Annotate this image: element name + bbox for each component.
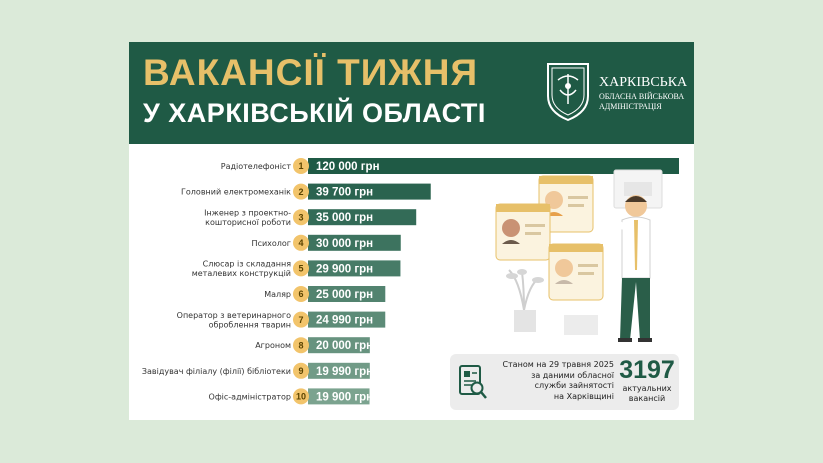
category-label-6: Маляр <box>264 290 291 299</box>
category-label-5: Слюсар із складання металевих конструкцій <box>191 259 291 279</box>
value-label-10: 19 900 грн <box>316 391 374 404</box>
value-label-1: 120 000 грн <box>316 161 380 173</box>
info-line-4: на Харківщині <box>553 391 614 401</box>
category-label-10: Офіс-адміністратор <box>208 392 291 402</box>
value-label-9: 19 990 грн <box>316 365 374 378</box>
vacancy-count: 3197 <box>619 356 675 384</box>
rank-number-6: 6 <box>298 289 304 300</box>
recruiter-illustration <box>484 160 684 350</box>
subtitle: У ХАРКІВСЬКІЙ ОБЛАСТІ <box>143 98 486 128</box>
org-line2: ОБЛАСНА ВІЙСЬКОВА <box>599 92 685 101</box>
vacancy-count-label <box>618 384 676 404</box>
rank-number-5: 5 <box>298 263 304 274</box>
category-label-3: Інженер з проектно-кошторисної роботи <box>204 208 291 227</box>
vacancy-count-label-1: актуальних <box>622 384 672 393</box>
info-line-3: служби зайнятості <box>534 381 614 390</box>
value-label-2: 39 700 грн <box>316 186 374 199</box>
info-description <box>488 360 614 402</box>
rank-number-2: 2 <box>298 186 304 197</box>
main-title: ВАКАНСІЇ ТИЖНЯ <box>143 52 479 93</box>
info-line-2: за даними обласної <box>531 370 614 380</box>
rank-number-9: 9 <box>298 366 304 376</box>
value-label-5: 29 900 грн <box>316 263 374 276</box>
rank-number-10: 10 <box>295 391 307 402</box>
vacancy-count-label-2: вакансій <box>628 394 666 403</box>
value-label-3: 35 000 грн <box>316 212 374 225</box>
rank-number-8: 8 <box>298 340 304 351</box>
rank-number-7: 7 <box>298 314 304 325</box>
category-label-8: Агроном <box>255 341 291 351</box>
infographic-card <box>129 42 694 420</box>
value-label-8: 20 000 грн <box>316 340 374 353</box>
rank-number-1: 1 <box>298 161 304 172</box>
category-label-2: Головний електромеханік <box>181 187 291 197</box>
org-name: ХАРКІВСЬКА <box>599 75 688 90</box>
rank-number-4: 4 <box>298 238 304 248</box>
value-label-7: 24 990 грн <box>316 314 374 327</box>
category-label-4: Психолог <box>251 238 291 248</box>
value-label-4: 30 000 грн <box>316 237 374 250</box>
rank-number-3: 3 <box>298 212 304 223</box>
value-label-6: 25 000 грн <box>316 289 374 301</box>
category-label-1: Радіотелефоніст <box>220 162 291 171</box>
category-label-9: Завідувач філіалу (філії) бібліотеки <box>141 366 291 376</box>
resume-search-icon <box>458 364 488 400</box>
org-line3: АДМІНІСТРАЦІЯ <box>599 102 662 111</box>
info-box <box>450 354 679 410</box>
info-line-1: Станом на 29 травня 2025 <box>502 360 614 369</box>
category-label-7: Оператор з ветеринарного оброблення тварин <box>176 310 291 330</box>
